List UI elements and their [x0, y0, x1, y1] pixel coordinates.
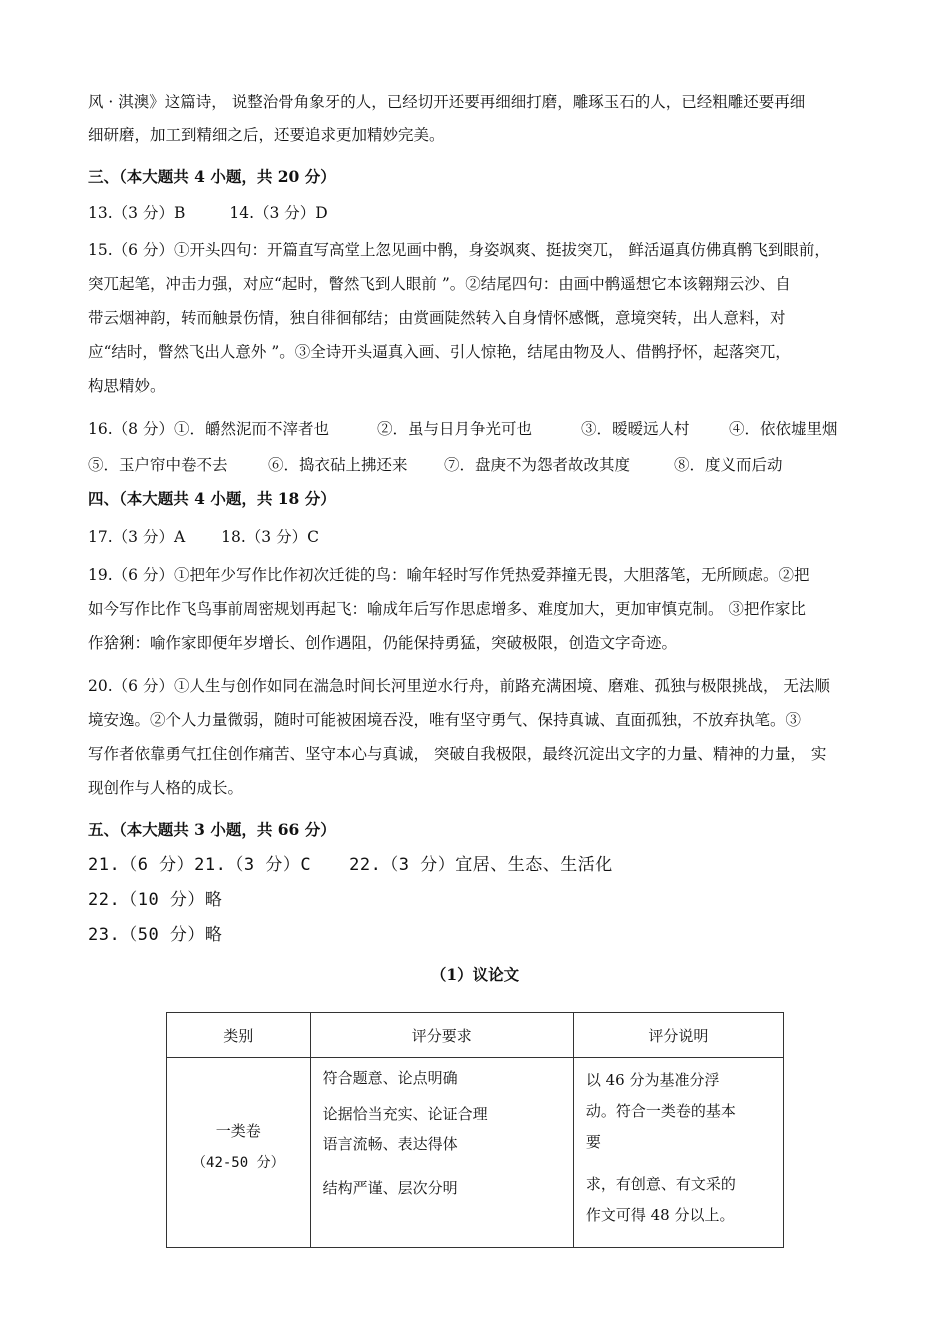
answer-16-item: ③．暧暧远人村: [581, 420, 690, 438]
notes-cell: [573, 1058, 783, 1248]
answer-15-line-3: 带云烟神韵，转而触景伤情，独自徘徊郁结；由赏画陡然转入自身情怀感慨，意境突转，出人意料，对: [88, 309, 786, 327]
note-line: 动。符合一类卷的基本: [585, 1102, 736, 1120]
note-line: 作文可得 48 分以上。: [585, 1206, 735, 1224]
answer-18: 18.（3 分）C: [221, 528, 319, 546]
note-line: 要: [585, 1133, 601, 1151]
section-5-heading: 五、（本大题共 3 小题，共 66 分）: [88, 820, 336, 839]
answer-16-line-2: [88, 455, 868, 475]
category-name: 一类卷: [215, 1121, 261, 1140]
table-row: [167, 1058, 784, 1248]
requirement-item: 结构严谨、层次分明: [322, 1179, 458, 1197]
requirement-item: 论据恰当充实、论证合理: [322, 1105, 488, 1123]
answer-16-item: ⑤．玉户帘中卷不去: [88, 456, 228, 474]
category-range: （42-50 分）: [192, 1154, 285, 1171]
answer-16-item: ②．虽与日月争光可也: [377, 420, 533, 438]
intro-line-1: 风 · 淇澳》这篇诗， 说整治骨角象牙的人，已经切开还要再细细打磨，雕琢玉石的人，已经粗雕还要再细: [88, 93, 806, 111]
answer-16-item: ⑧．度义而后动: [674, 456, 783, 474]
requirement-item: 符合题意、论点明确: [322, 1069, 458, 1087]
answer-16-item: 16.（8 分）①．皭然泥而不滓者也: [88, 420, 329, 438]
answer-23: 23.（50 分）略: [88, 925, 223, 945]
table-header-notes: 评分说明: [573, 1013, 783, 1058]
requirements-cell: [310, 1058, 573, 1248]
intro-line-2: 细研磨，加工到精细之后，还要追求更加精妙完美。: [88, 126, 445, 144]
answer-19-line-1: 19.（6 分）①把年少写作比作初次迁徙的鸟：喻年轻时写作凭热爱莽撞无畏，大胆落笔，无所顾虑。②把: [88, 566, 810, 584]
answer-13: 13.（3 分）B: [88, 204, 186, 222]
note-line: 求，有创意、有文采的: [585, 1175, 736, 1193]
note-line: 以 46 分为基准分浮: [585, 1071, 720, 1089]
answer-20-line-3: 写作者依靠勇气扛住创作痛苦、坚守本心与真诚， 突破自我极限，最终沉淀出文字的力量、精神的力量， 实: [88, 745, 827, 763]
table-caption: （1）议论文: [430, 965, 520, 984]
answer-16-line-1: [88, 419, 868, 439]
answer-20-line-2: 境安逸。②个人力量微弱，随时可能被困境吞没，唯有坚守勇气、保持真诚、直面孤独，不放弃执笔。③: [88, 711, 802, 729]
answer-15-line-1: 15.（6 分）①开头四句：开篇直写高堂上忽见画中鹘，身姿飒爽、挺拔突兀， 鲜活逼真仿佛真鹘飞到眼前，: [88, 241, 830, 259]
requirement-item: 语言流畅、表达得体: [322, 1135, 458, 1153]
answer-16-item: ④．依依墟里烟: [729, 420, 838, 438]
answer-15-line-4: 应“结时，瞥然飞出人意外 ”。③全诗开头逼真入画、引人惊艳，结尾由物及人、借鹘抒怀，起落突兀，: [88, 343, 791, 361]
answer-21-b: 22.（3 分）宜居、生态、生活化: [349, 855, 613, 875]
answer-15-line-5: 构思精妙。: [88, 377, 166, 395]
answer-17-18: [88, 527, 868, 547]
answer-19-line-3: 作猞猁：喻作家即便年岁增长、创作遇阻，仍能保持勇猛，突破极限，创造文字奇迹。: [88, 634, 678, 652]
answer-21-a: 21.（6 分）21.（3 分）C: [88, 855, 312, 875]
section-4-heading: 四、（本大题共 4 小题，共 18 分）: [88, 489, 336, 508]
section-3-heading: 三、（本大题共 4 小题，共 20 分）: [88, 167, 336, 186]
answer-16-item: ⑦．盘庚不为怨者故改其度: [444, 456, 631, 474]
answer-21: [88, 855, 868, 875]
answer-20-line-1: 20.（6 分）①人生与创作如同在湍急时间长河里逆水行舟，前路充满困境、磨难、孤独与极限挑战， 无法顺: [88, 677, 830, 695]
answer-20-line-4: 现创作与人格的成长。: [88, 779, 244, 797]
answer-22: 22.（10 分）略: [88, 890, 223, 910]
table-header-category: 类别: [167, 1013, 311, 1058]
answer-16-item: ⑥．捣衣砧上拂还来: [268, 456, 408, 474]
table-header-requirements: 评分要求: [310, 1013, 573, 1058]
answer-19-line-2: 如今写作比作飞鸟事前周密规划再起飞：喻成年后写作思虑增多、难度加大，更加审慎克制。 ③把作家比: [88, 600, 806, 618]
answer-15-line-2: 突兀起笔，冲击力强，对应“起时，瞥然飞到人眼前 ”。②结尾四句：由画中鹘遥想它本该翱翔云沙、自: [88, 275, 791, 293]
scoring-table: [166, 1012, 784, 1248]
answer-17: 17.（3 分）A: [88, 528, 186, 546]
category-cell: [167, 1058, 311, 1248]
answer-14: 14.（3 分）D: [229, 204, 328, 222]
answer-13-14: [88, 203, 868, 223]
table-header-row: [167, 1013, 784, 1058]
